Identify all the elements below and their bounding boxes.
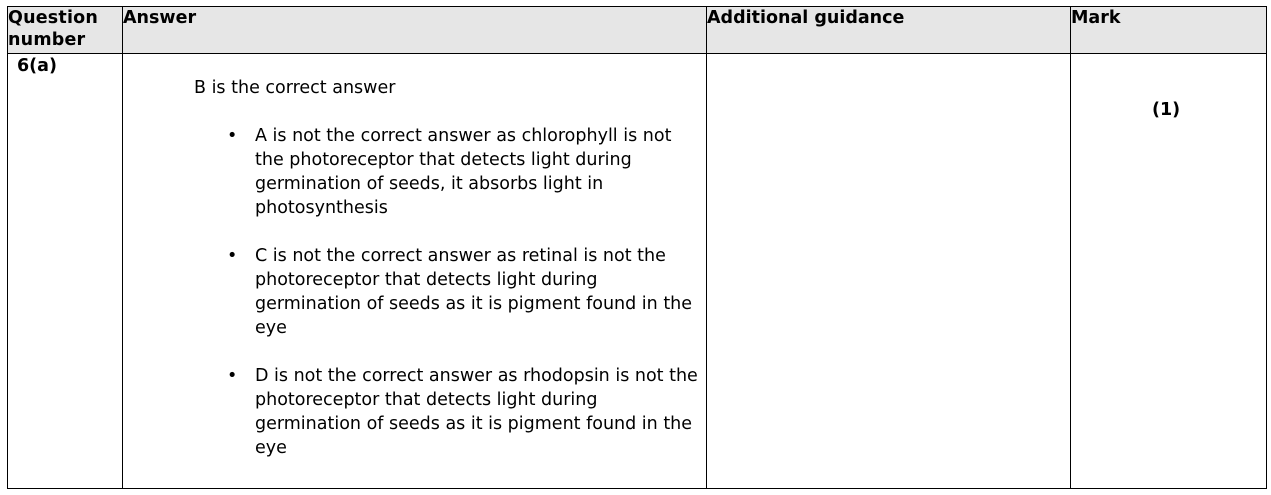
header-row bbox=[8, 7, 1267, 54]
header-question-number: Question number bbox=[8, 7, 123, 54]
correct-answer-statement: B is the correct answer bbox=[194, 78, 396, 98]
bullet-icon: • bbox=[227, 126, 238, 146]
mark-scheme-table bbox=[7, 6, 1267, 489]
reason-text: D is not the correct answer as rhodopsin is not the photoreceptor that detects light during germination of seeds as it is pigment found in the eye bbox=[255, 366, 698, 458]
header-answer: Answer bbox=[123, 7, 707, 54]
mark-cell bbox=[1071, 54, 1267, 489]
bullet-icon: • bbox=[227, 366, 238, 386]
mark-value: (1) bbox=[1152, 100, 1181, 120]
reason-text: C is not the correct answer as retinal is not the photoreceptor that detects light during germination of seeds as it is pigment found in the eye bbox=[255, 246, 693, 338]
list-item bbox=[227, 364, 700, 460]
header-mark: Mark bbox=[1071, 7, 1267, 54]
question-number-cell: 6(a) bbox=[8, 54, 123, 489]
bullet-icon: • bbox=[227, 246, 238, 266]
header-additional-guidance: Additional guidance bbox=[707, 7, 1071, 54]
additional-guidance-cell bbox=[707, 54, 1071, 489]
answer-cell bbox=[123, 54, 707, 489]
reason-text: A is not the correct answer as chlorophyll is not the photoreceptor that detects light during germination of seeds, it absorbs light in photosynthesis bbox=[255, 126, 672, 218]
reasons-list bbox=[227, 124, 700, 484]
table-row bbox=[8, 54, 1267, 489]
list-item bbox=[227, 244, 700, 340]
list-item bbox=[227, 124, 700, 220]
